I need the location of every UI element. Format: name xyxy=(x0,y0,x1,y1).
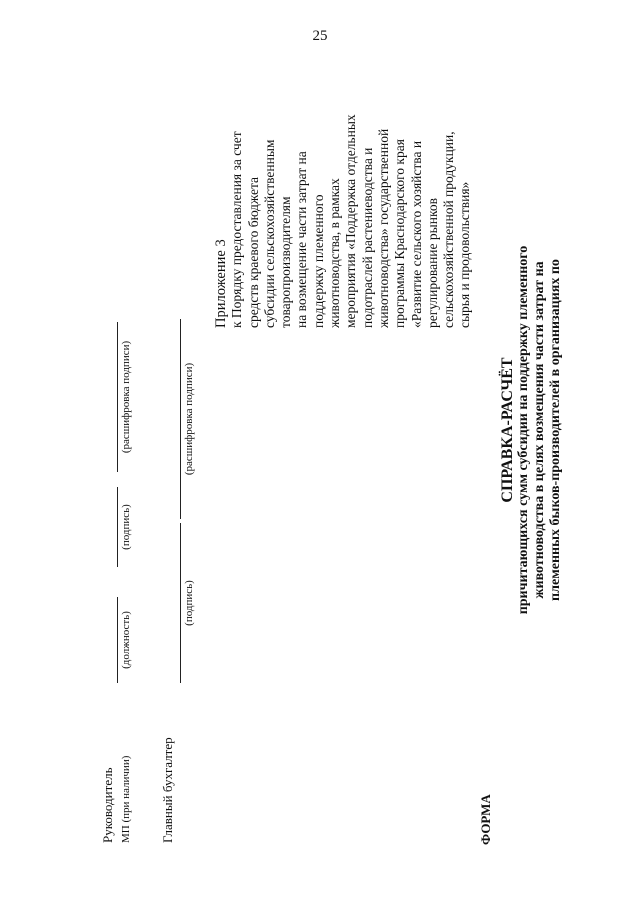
decoding-caption: (расшифровка подписи) xyxy=(120,340,132,454)
appendix-line: товаропроизводителям xyxy=(278,196,294,328)
title-line: животноводства в целях возмещения части затрат на xyxy=(532,261,547,599)
appendix-line: субсидии сельскохозяйственным xyxy=(261,139,277,328)
appendix-line: программы Краснодарского края xyxy=(392,139,408,328)
mp-label: МП (при наличии) xyxy=(120,755,132,843)
page-number: 25 xyxy=(312,28,328,44)
decoding-line xyxy=(117,322,118,472)
appendix-line: животноводства» государственной xyxy=(375,128,391,328)
accountant-signature-caption: (подпись) xyxy=(183,580,195,626)
accountant-decoding-caption: (расшифровка подписи) xyxy=(183,362,195,476)
appendix-block xyxy=(213,8,474,328)
appendix-line: на возмещение части затрат на xyxy=(294,151,310,328)
appendix-line: Приложение 3 xyxy=(213,239,229,328)
appendix-line: поддержку племенного xyxy=(310,194,326,328)
position-caption: (должность) xyxy=(120,611,132,669)
appendix-line: животноводства, в рамках xyxy=(327,178,343,328)
appendix-line: мероприятия «Поддержка отдельных xyxy=(343,114,359,328)
appendix-line: средств краевого бюджета xyxy=(245,176,261,328)
appendix-line: сельскохозяйственной продукции, xyxy=(441,131,457,328)
form-label: ФОРМА xyxy=(478,794,493,845)
appendix-line: к Порядку предоставления за счет xyxy=(229,131,245,328)
appendix-line: подотраслей растениеводства и xyxy=(359,147,375,328)
document-title xyxy=(500,15,564,845)
signature-caption: (подпись) xyxy=(120,504,132,550)
appendix-line: регулирование рынков xyxy=(424,198,440,328)
head-label: Руководитель xyxy=(100,767,115,843)
position-line xyxy=(117,597,118,683)
accountant-label: Главный бухгалтер xyxy=(160,737,175,843)
title-heading: СПРАВКА-РАСЧЁТ xyxy=(499,357,516,503)
appendix-line: сырья и продовольствия» xyxy=(457,181,473,328)
appendix-line: «Развитие сельского хозяйства и xyxy=(408,140,424,328)
accountant-decoding-line xyxy=(180,319,181,519)
accountant-signature-line xyxy=(180,523,181,683)
title-line: причитающихся сумм субсидии на поддержку племенного xyxy=(516,245,531,615)
signature-line xyxy=(117,487,118,567)
title-line: племенных быков-производителей в организациях по xyxy=(548,259,563,601)
